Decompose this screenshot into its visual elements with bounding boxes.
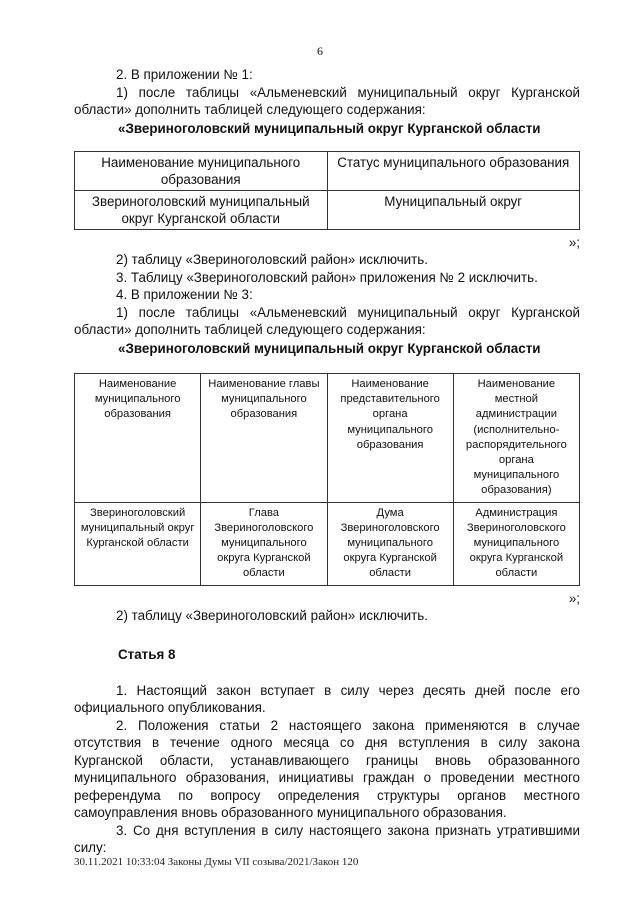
table-header-cell: Наименование муниципального образования (75, 374, 201, 503)
municipality-status-table (74, 151, 580, 230)
closing-quote-2: »; (568, 590, 580, 606)
document-footer: 30.11.2021 10:33:04 Законы Думы VII созыва/2021/Закон 120 (74, 856, 359, 868)
table-1-heading: «Звериноголовский муниципальный округ Курганской области (118, 120, 541, 136)
table-header-cell: Наименование муниципального образования (75, 152, 328, 191)
table-header-row (75, 152, 580, 191)
page-number: 6 (317, 44, 323, 58)
document-body (74, 66, 580, 857)
paragraph-after-table-1: 1) после таблицы «Альменевский муниципальный округ Курганской области» дополнить таблицей следующего содержания: (74, 84, 580, 117)
table-header-cell: Наименование представительного органа муниципального образования (327, 374, 453, 503)
spacer (74, 664, 580, 682)
paragraph-appendix-1: 2. В приложении № 1: (116, 67, 253, 82)
municipal-bodies-table (74, 373, 580, 586)
closing-quote-1: »; (568, 235, 580, 250)
article-paragraph-2: 2. Положения статьи 2 настоящего закона применяются в случае отсутствия в течение одного месяца со дня вступления в силу закона Курганской области, устанавливающего границы вновь образованного муниципального образования, инициативы граждан о проведении местного референдума по вопросу определения структуры органов местного самоуправления вновь образованного муниципального образования. (74, 717, 580, 821)
paragraph-appendix-3: 4. В приложении № 3: (116, 287, 253, 302)
article-title: Статья 8 (118, 647, 176, 663)
paragraph-exclude-table-2: 2) таблицу «Звериноголовский район» исключить. (116, 607, 428, 623)
table-cell: Звериноголовский муниципальный округ Курганской области (75, 502, 201, 585)
table-cell: Дума Звериноголовского муниципального округа Курганской области (327, 502, 453, 585)
paragraph-after-table-2: 1) после таблицы «Альменевский муниципальный округ Курганской области» дополнить таблицей следующего содержания: (74, 304, 580, 337)
table-header-row (75, 374, 580, 503)
table-header-cell: Наименование местной администрации (исполнительно-распорядительного органа муниципального образования) (453, 374, 579, 503)
table-cell: Администрация Звериноголовского муниципального округа Курганской области (453, 502, 579, 585)
table-cell: Глава Звериноголовского муниципального округа Курганской области (201, 502, 327, 585)
article-paragraph-1: 1. Настоящий закон вступает в силу через десять дней после его официального опубликования. (74, 682, 580, 716)
table-row (75, 502, 580, 585)
table-header-cell: Наименование главы муниципального образования (201, 374, 327, 503)
table-row (75, 191, 580, 230)
table-cell: Звериноголовский муниципальный округ Курганской области (75, 191, 328, 230)
table-header-cell: Статус муниципального образования (327, 152, 580, 191)
article-paragraph-3: 3. Со дня вступления в силу настоящего закона признать утратившими силу: (74, 822, 580, 856)
paragraph-appendix-2: 3. Таблицу «Звериноголовский район» приложения № 2 исключить. (116, 269, 538, 285)
table-2-heading: «Звериноголовский муниципальный округ Курганской области (118, 340, 541, 356)
table-cell: Муниципальный округ (327, 191, 580, 230)
paragraph-exclude-table-1: 2) таблицу «Звериноголовский район» исключить. (116, 252, 428, 267)
